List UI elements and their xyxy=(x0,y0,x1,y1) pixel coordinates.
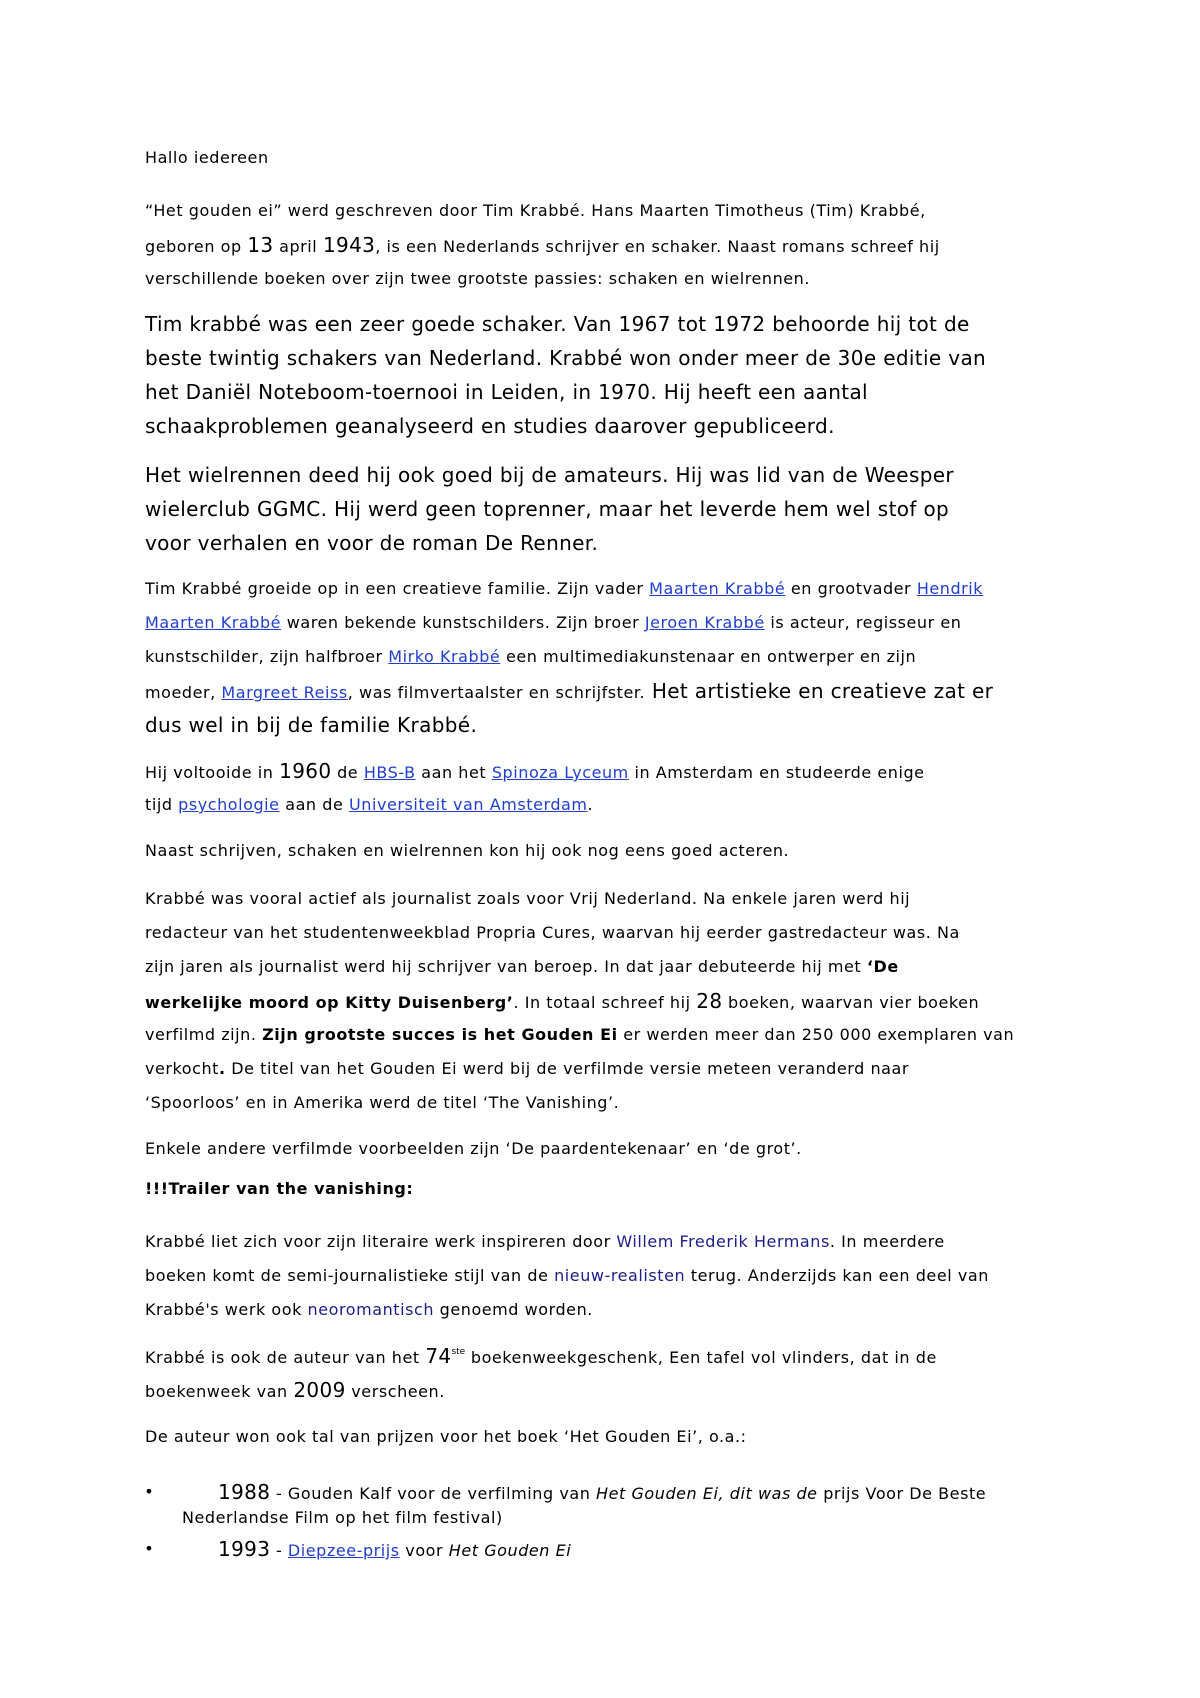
text-segment: Nederlandse Film op het film festival) xyxy=(182,1508,503,1527)
text-segment: Krabbé was vooral actief als journalist zoals voor Vrij Nederland. Na enkele jaren werd hij xyxy=(145,889,911,908)
text-line xyxy=(182,1536,571,1562)
text-segment: aan het xyxy=(415,763,492,782)
bold-text: . xyxy=(219,1059,226,1078)
italic-text: Het Gouden Ei xyxy=(448,1541,572,1560)
paragraph-education xyxy=(145,754,925,822)
graduation-year: 1960 xyxy=(279,759,332,783)
paragraph-family xyxy=(145,572,993,742)
text-segment: de xyxy=(331,763,364,782)
text-line xyxy=(145,262,940,296)
text-line xyxy=(145,1293,989,1327)
text-segment: moeder, xyxy=(145,683,222,702)
paragraph-intro xyxy=(145,194,940,296)
text-segment: De titel van het Gouden Ei werd bij de verfilmde versie meteen veranderd naar xyxy=(225,1059,909,1078)
text-segment: schaakproblemen geanalyseerd en studies daarover gepubliceerd. xyxy=(145,414,835,438)
link-margreet-reiss[interactable]: Margreet Reiss xyxy=(221,683,348,702)
italic-text: Het Gouden Ei, dit was de xyxy=(596,1484,818,1503)
text-segment: beste twintig schakers van Nederland. Krabbé won onder meer de 30e editie van xyxy=(145,346,987,370)
text-segment: . In totaal schreef hij xyxy=(513,993,697,1012)
text-segment: het Daniël Noteboom-toernooi in Leiden, in 1970. Hij heeft een aantal xyxy=(145,380,868,404)
link-hendrik-maarten-krabbe[interactable]: Maarten Krabbé xyxy=(145,613,282,632)
text-line xyxy=(145,375,986,409)
text-line xyxy=(145,409,986,443)
text-segment: voor verhalen en voor de roman De Renner. xyxy=(145,531,599,555)
paragraph-influences xyxy=(145,1225,989,1327)
debut-title: ‘De xyxy=(866,957,899,976)
text-line xyxy=(145,834,789,868)
book-count: 28 xyxy=(696,989,723,1013)
paragraph-prizes-intro xyxy=(145,1420,747,1454)
text-line xyxy=(145,341,986,375)
text-segment: in Amsterdam en studeerde enige xyxy=(628,763,925,782)
text-segment: boekenweekgeschenk, Een tafel vol vlinders, dat in de xyxy=(465,1348,937,1367)
text-line xyxy=(145,916,1014,950)
text-segment: ‘Spoorloos’ en in Amerika werd de titel ‘The Vanishing’. xyxy=(145,1093,620,1112)
text-line xyxy=(145,1339,937,1373)
text-segment: Krabbé is ook de auteur van het xyxy=(145,1348,426,1367)
movement-name: neoromantisch xyxy=(307,1300,435,1319)
paragraph-career xyxy=(145,882,1014,1120)
text-line xyxy=(145,526,954,560)
greeting-text: Hallo iedereen xyxy=(145,148,269,167)
text-line xyxy=(145,1086,1014,1120)
text-segment: , is een Nederlands schrijver en schaker. Naast romans schreef hij xyxy=(375,237,940,256)
ordinal-suffix: ste xyxy=(451,1347,466,1357)
text-segment: - Gouden Kalf voor de verfilming van xyxy=(270,1484,597,1503)
text-line xyxy=(145,194,940,228)
text-segment: . xyxy=(587,795,594,814)
prize-year: 1988 xyxy=(218,1480,271,1504)
text-line xyxy=(145,1132,802,1166)
link-mirko-krabbe[interactable]: Mirko Krabbé xyxy=(388,647,501,666)
text-segment: Hij voltooide in xyxy=(145,763,280,782)
text-segment: Krabbé liet zich voor zijn literaire werk inspireren door xyxy=(145,1232,617,1251)
link-hendrik-maarten-krabbe[interactable]: Hendrik xyxy=(916,579,984,598)
text-segment: - xyxy=(270,1541,288,1560)
text-line xyxy=(145,141,269,175)
text-segment: dus wel in bij de familie Krabbé. xyxy=(145,713,478,737)
text-segment: verschillende boeken over zijn twee grootste passies: schaken en wielrennen. xyxy=(145,269,811,288)
text-line xyxy=(145,788,925,822)
text-line xyxy=(145,950,1014,984)
text-segment: is acteur, regisseur en xyxy=(764,613,962,632)
greeting xyxy=(145,141,269,175)
text-segment: er werden meer dan 250 000 exemplaren van xyxy=(617,1025,1015,1044)
text-segment: geboren op xyxy=(145,237,248,256)
paragraph-boekenweek xyxy=(145,1339,937,1407)
text-segment: en grootvader xyxy=(785,579,917,598)
text-line xyxy=(145,882,1014,916)
birth-day: 13 xyxy=(247,233,274,257)
text-line xyxy=(145,307,986,341)
text-segment: Het wielrennen deed hij ook goed bij de amateurs. Hij was lid van de Weesper xyxy=(145,463,955,487)
text-segment: april xyxy=(273,237,323,256)
text-line xyxy=(145,1373,937,1407)
text-segment: zijn jaren als journalist werd hij schrijver van beroep. In dat jaar debuteerde hij met xyxy=(145,957,867,976)
link-psychologie[interactable]: psychologie xyxy=(178,795,280,814)
text-line xyxy=(145,1052,1014,1086)
text-segment: Het artistieke en creatieve zat er xyxy=(645,679,994,703)
text-line xyxy=(145,754,925,788)
text-segment: Tim krabbé was een zeer goede schaker. Van 1967 tot 1972 behoorde hij tot de xyxy=(145,312,970,336)
movement-name: nieuw-realisten xyxy=(554,1266,686,1285)
text-segment: Naast schrijven, schaken en wielrennen kon hij ook nog eens goed acteren. xyxy=(145,841,790,860)
heading-text: !!!Trailer van the vanishing: xyxy=(145,1179,414,1198)
edition-number: 74 xyxy=(425,1344,452,1368)
link-jeroen-krabbe[interactable]: Jeroen Krabbé xyxy=(644,613,765,632)
text-line xyxy=(145,458,954,492)
text-segment: tijd xyxy=(145,795,179,814)
text-line xyxy=(145,1225,989,1259)
text-segment: boekenweek van xyxy=(145,1382,294,1401)
text-segment: , was filmvertaalster en schrijfster. xyxy=(347,683,646,702)
text-segment: redacteur van het studentenweekblad Propria Cures, waarvan hij eerder gastredacteur was. Na xyxy=(145,923,960,942)
text-segment: Tim Krabbé groeide op in een creatieve familie. Zijn vader xyxy=(145,579,650,598)
author-name: Willem Frederik Hermans xyxy=(616,1232,830,1251)
text-line xyxy=(145,984,1014,1018)
paragraph-chess xyxy=(145,307,986,443)
text-line xyxy=(145,1420,747,1454)
text-line xyxy=(145,492,954,526)
text-line xyxy=(145,606,993,640)
text-segment: Krabbé's werk ook xyxy=(145,1300,308,1319)
bold-text: Zijn grootste succes is het Gouden Ei xyxy=(262,1025,618,1044)
text-line xyxy=(145,228,940,262)
text-line xyxy=(145,1259,989,1293)
list-item xyxy=(182,1536,571,1562)
text-segment: waren bekende kunstschilders. Zijn broer xyxy=(281,613,645,632)
text-segment: Enkele andere verfilmde voorbeelden zijn ‘De paardentekenaar’ en ‘de grot’. xyxy=(145,1139,802,1158)
text-line xyxy=(145,674,993,708)
text-line xyxy=(182,1479,986,1505)
text-line xyxy=(145,640,993,674)
text-segment: verfilmd zijn. xyxy=(145,1025,263,1044)
text-segment: kunstschilder, zijn halfbroer xyxy=(145,647,389,666)
text-segment: terug. Anderzijds kan een deel van xyxy=(685,1266,989,1285)
text-segment: verscheen. xyxy=(345,1382,445,1401)
link-universiteit-van-amsterdam[interactable]: Universiteit van Amsterdam xyxy=(349,795,588,814)
paragraph-cycling xyxy=(145,458,954,560)
bullet-marker xyxy=(142,1479,156,1505)
text-segment: De auteur won ook tal van prijzen voor het boek ‘Het Gouden Ei’, o.a.: xyxy=(145,1427,747,1446)
list-item xyxy=(182,1479,986,1531)
trailer-heading xyxy=(145,1172,413,1206)
link-diepzee-prijs[interactable]: Diepzee-prijs xyxy=(287,1541,400,1560)
link-maarten-krabbe[interactable]: Maarten Krabbé xyxy=(649,579,786,598)
paragraph-adaptations xyxy=(145,1132,802,1166)
text-segment: een multimediakunstenaar en ontwerper en zijn xyxy=(500,647,917,666)
link-hbs-b[interactable]: HBS-B xyxy=(363,763,416,782)
text-segment: boeken, waarvan vier boeken xyxy=(722,993,980,1012)
text-line xyxy=(145,572,993,606)
text-segment: prijs Voor De Beste xyxy=(817,1484,987,1503)
paragraph-acting xyxy=(145,834,789,868)
text-segment: wielerclub GGMC. Hij werd geen toprenner, maar het leverde hem wel stof op xyxy=(145,497,950,521)
text-line xyxy=(145,1172,413,1206)
year: 2009 xyxy=(293,1378,346,1402)
text-segment: “Het gouden ei” werd geschreven door Tim Krabbé. Hans Maarten Timotheus (Tim) Krabbé, xyxy=(145,201,926,220)
debut-title: werkelijke moord op Kitty Duisenberg’ xyxy=(145,993,514,1012)
bullet-marker xyxy=(142,1536,156,1562)
birth-year: 1943 xyxy=(322,233,376,257)
text-segment: boeken komt de semi-journalistieke stijl van de xyxy=(145,1266,555,1285)
text-segment: voor xyxy=(399,1541,449,1560)
text-line xyxy=(182,1505,986,1531)
text-segment: aan de xyxy=(279,795,349,814)
text-segment: . In meerdere xyxy=(829,1232,945,1251)
link-spinoza-lyceum[interactable]: Spinoza Lyceum xyxy=(491,763,629,782)
text-segment: verkocht xyxy=(145,1059,219,1078)
text-line xyxy=(145,1018,1014,1052)
text-segment: genoemd worden. xyxy=(434,1300,593,1319)
prize-year: 1993 xyxy=(218,1537,271,1561)
text-line xyxy=(145,708,993,742)
